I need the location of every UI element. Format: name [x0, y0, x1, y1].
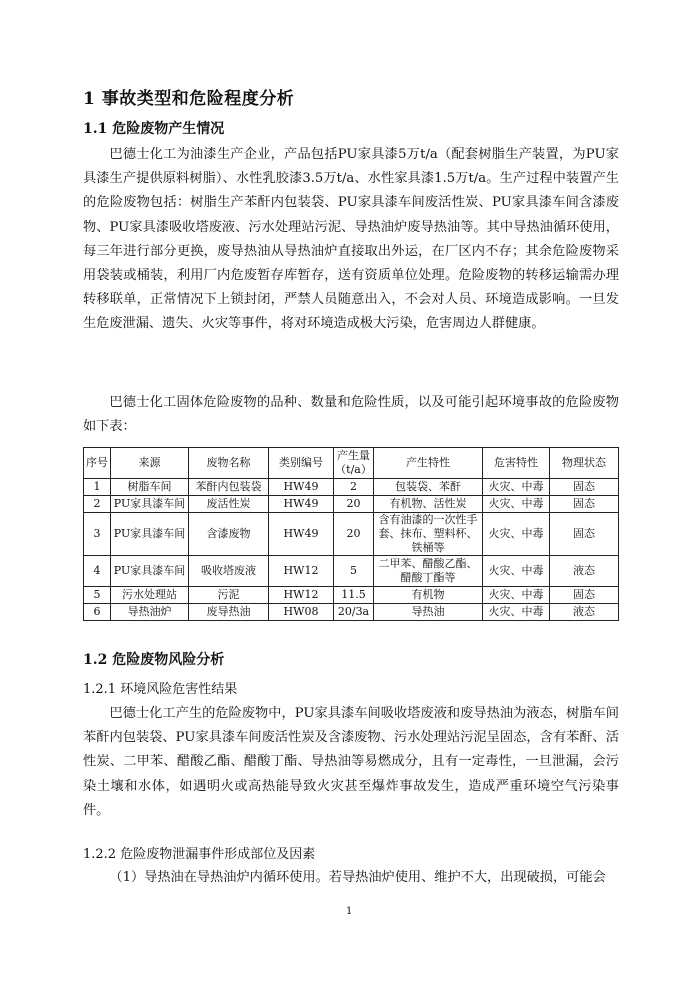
table-cell: HW12 — [269, 556, 334, 587]
table-cell: 含有油漆的一次性手套、抹布、塑料杯、铁桶等 — [374, 513, 483, 556]
paragraph-waste-generation: 巴德士化工为油漆生产企业，产品包括PU家具漆5万t/a（配套树脂生产装置，为PU家具漆生产提供原料树脂）、水性乳胶漆3.5万t/a、水性家具漆1.5万t/a。生产过程中装置产生的危险废物包括：树脂生产苯酐内包装袋、PU家具漆车间废活性炭、PU家具漆车间含漆废物、PU家具漆吸收塔废液、污水处理站污泥、导热油炉废导热油等。其中导热油循环使用，每三年进行部分更换，废导热油从导热油炉直接取出外运，在厂区内不存；其余危险废物采用袋装或桶装，利用厂内危废暂存库暂存，送有资质单位处理。危险废物的转移运输需办理转移联单，正常情况下上锁封闭，严禁人员随意出入，不会对人员、环境造成影响。一旦发生危废泄漏、遗失、火灾等事件，将对环境造成极大污染，危害周边人群健康。 — [83, 147, 619, 332]
table-cell: PU家具漆车间 — [111, 513, 189, 556]
table-cell: 火灾、中毒 — [483, 513, 550, 556]
section-heading-1-2: 1.2 危险废物风险分析 — [83, 652, 225, 668]
section-heading-1-2-2: 1.2.2 危险废物泄漏事件形成部位及因素 — [83, 847, 316, 862]
hazardous-waste-table — [83, 447, 619, 621]
table-cell: 吸收塔废液 — [189, 556, 269, 587]
table-cell: PU家具漆车间 — [111, 496, 189, 513]
table-cell: 火灾、中毒 — [483, 587, 550, 604]
table-cell: 废活性炭 — [189, 496, 269, 513]
table-row — [84, 556, 619, 587]
table-cell: 2 — [334, 479, 374, 496]
paragraph-table-intro: 巴德士化工固体危险废物的品种、数量和危险性质，以及可能引起环境事故的危险废物如下表： — [83, 395, 619, 435]
header-cell: 产生特性 — [374, 448, 483, 479]
table-cell: HW08 — [269, 604, 334, 621]
table-cell: 20 — [334, 513, 374, 556]
table-cell: HW49 — [269, 496, 334, 513]
section-heading-1-1: 1.1 危险废物产生情况 — [83, 121, 225, 137]
table-row — [84, 513, 619, 556]
table-cell: 20 — [334, 496, 374, 513]
table-cell: 含漆废物 — [189, 513, 269, 556]
table-cell: 固态 — [550, 513, 619, 556]
table-cell: PU家具漆车间 — [111, 556, 189, 587]
table-cell: 火灾、中毒 — [483, 479, 550, 496]
header-cell: 类别编号 — [269, 448, 334, 479]
table-cell: 二甲苯、醋酸乙酯、醋酸丁酯等 — [374, 556, 483, 587]
table-cell: 有机物、活性炭 — [374, 496, 483, 513]
table-header-row — [84, 448, 619, 479]
table-cell: 4 — [84, 556, 111, 587]
table-cell: HW49 — [269, 513, 334, 556]
table-row — [84, 479, 619, 496]
heading-1: 1 事故类型和危险程度分析 — [83, 89, 295, 109]
table-cell: 导热油 — [374, 604, 483, 621]
table-cell: 20/3a — [334, 604, 374, 621]
table-cell: 树脂车间 — [111, 479, 189, 496]
paragraph-risk-hazard: 巴德士化工产生的危险废物中，PU家具漆车间吸收塔废液和废导热油为液态，树脂车间苯酐内包装袋、PU家具漆车间废活性炭及含漆废物、污水处理站污泥呈固态，含有苯酐、活性炭、二甲苯、醋酸乙酯、醋酸丁酯、导热油等易燃成分，且有一定毒性，一旦泄漏，会污染土壤和水体，如遇明火或高热能导致火灾甚至爆炸事故发生，造成严重环境空气污染事件。 — [83, 706, 619, 818]
table-cell: 3 — [84, 513, 111, 556]
table-cell: 固态 — [550, 496, 619, 513]
table-cell: 火灾、中毒 — [483, 496, 550, 513]
table-cell: 固态 — [550, 587, 619, 604]
table-cell: 液态 — [550, 556, 619, 587]
table-cell: 火灾、中毒 — [483, 556, 550, 587]
table-row — [84, 587, 619, 604]
table-cell: HW12 — [269, 587, 334, 604]
table-cell: 5 — [84, 587, 111, 604]
header-cell: 来源 — [111, 448, 189, 479]
table-cell: 苯酐内包装袋 — [189, 479, 269, 496]
table-cell: HW49 — [269, 479, 334, 496]
table-cell: 包装袋、苯酐 — [374, 479, 483, 496]
table-cell: 2 — [84, 496, 111, 513]
section-heading-1-2-1: 1.2.1 环境风险危害性结果 — [83, 682, 238, 697]
table-cell: 液态 — [550, 604, 619, 621]
table-cell: 导热油炉 — [111, 604, 189, 621]
table-cell: 11.5 — [334, 587, 374, 604]
table-cell: 污泥 — [189, 587, 269, 604]
header-cell: 废物名称 — [189, 448, 269, 479]
table-cell: 6 — [84, 604, 111, 621]
header-cell: 序号 — [84, 448, 111, 479]
table-cell: 火灾、中毒 — [483, 604, 550, 621]
table-row — [84, 496, 619, 513]
table-cell: 1 — [84, 479, 111, 496]
table-cell: 有机物 — [374, 587, 483, 604]
table-cell: 污水处理站 — [111, 587, 189, 604]
page-number: 1 — [346, 906, 353, 917]
table-row — [84, 604, 619, 621]
table-cell: 固态 — [550, 479, 619, 496]
header-cell: 产生量（t/a） — [334, 448, 374, 479]
table-cell: 废导热油 — [189, 604, 269, 621]
header-cell: 物理状态 — [550, 448, 619, 479]
paragraph-leak-cause: （1）导热油在导热油炉内循环使用。若导热油炉使用、维护不大，出现破损，可能会 — [109, 870, 606, 885]
table-cell: 5 — [334, 556, 374, 587]
header-cell: 危害特性 — [483, 448, 550, 479]
